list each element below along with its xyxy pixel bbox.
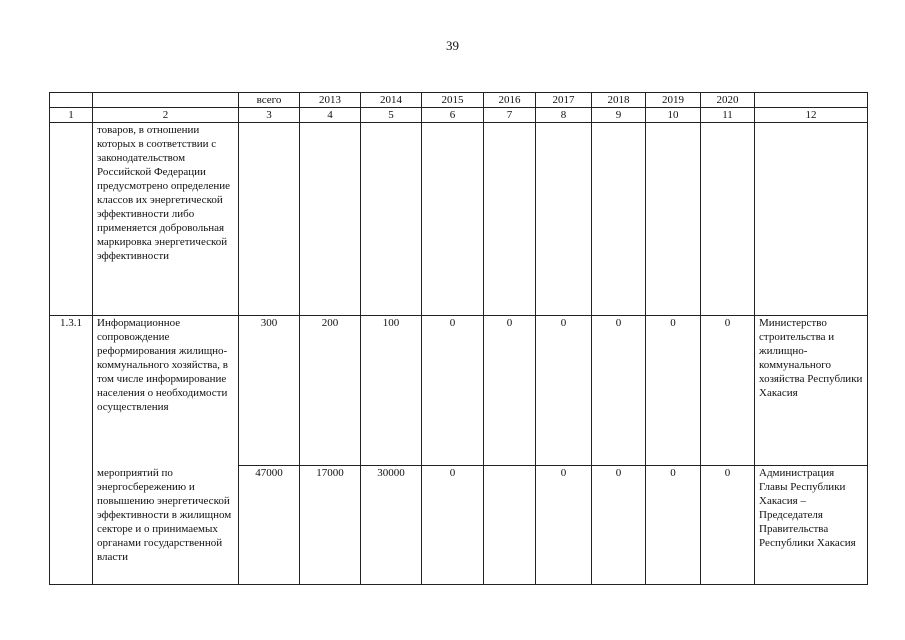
empty-cell [50, 123, 93, 316]
header-cell: 2014 [361, 93, 422, 108]
value-2013: 200 [300, 316, 361, 466]
value-2018: 0 [592, 466, 646, 585]
value-total: 47000 [239, 466, 300, 585]
column-number: 2 [93, 108, 239, 123]
value-2020: 0 [701, 316, 755, 466]
year-header-row [50, 93, 868, 108]
value-2018: 0 [592, 316, 646, 466]
column-number: 1 [50, 108, 93, 123]
column-number: 5 [361, 108, 422, 123]
empty-cell [361, 123, 422, 316]
empty-cell [300, 123, 361, 316]
column-number: 9 [592, 108, 646, 123]
empty-cell [592, 123, 646, 316]
header-cell: 2016 [484, 93, 536, 108]
program-table [49, 92, 868, 585]
continuation-row [50, 123, 868, 316]
value-2020: 0 [701, 466, 755, 585]
item-description-part1: Информационное сопровождение реформирования жилищно-коммунального хозяйства, в том числе информирование населения о необходимости осуществления [97, 317, 228, 413]
column-number: 10 [646, 108, 701, 123]
column-number: 8 [536, 108, 592, 123]
value-2017: 0 [536, 466, 592, 585]
value-2016 [484, 466, 536, 585]
empty-cell [646, 123, 701, 316]
value-2017: 0 [536, 316, 592, 466]
header-cell: 2018 [592, 93, 646, 108]
empty-cell [484, 123, 536, 316]
item-description [93, 316, 239, 585]
value-2015: 0 [422, 466, 484, 585]
column-number: 12 [755, 108, 868, 123]
header-cell: 2013 [300, 93, 361, 108]
value-2019: 0 [646, 316, 701, 466]
column-number: 4 [300, 108, 361, 123]
column-number: 11 [701, 108, 755, 123]
value-2013: 17000 [300, 466, 361, 585]
value-2014: 100 [361, 316, 422, 466]
value-2015: 0 [422, 316, 484, 466]
empty-cell [755, 123, 868, 316]
continuation-description: товаров, в отношении которых в соответствии с законодательством Российской Федерации предусмотрено определение классов их энергетической эффективности либо применяется добровольная маркировка энергетической эффективности [93, 123, 239, 316]
header-cell [755, 93, 868, 108]
header-cell: всего [239, 93, 300, 108]
item-row-ministry [50, 316, 868, 466]
value-2014: 30000 [361, 466, 422, 585]
header-cell: 2020 [701, 93, 755, 108]
header-cell: 2017 [536, 93, 592, 108]
empty-cell [536, 123, 592, 316]
item-description-part2: мероприятий по энергосбережению и повышению энергетической эффективности в жилищном секторе и о принимаемых органами государственной власти [97, 467, 232, 563]
column-number-row [50, 108, 868, 123]
header-cell [93, 93, 239, 108]
item-number: 1.3.1 [50, 316, 93, 585]
header-cell [50, 93, 93, 108]
empty-cell [239, 123, 300, 316]
column-number: 3 [239, 108, 300, 123]
executor: Администрация Главы Республики Хакасия – Председателя Правительства Республики Хакасия [755, 466, 868, 585]
header-cell: 2015 [422, 93, 484, 108]
column-number: 6 [422, 108, 484, 123]
empty-cell [422, 123, 484, 316]
executor: Министерство строительства и жилищно-коммунального хозяйства Республики Хакасия [755, 316, 868, 466]
page-number: 39 [446, 38, 459, 53]
value-total: 300 [239, 316, 300, 466]
empty-cell [701, 123, 755, 316]
header-cell: 2019 [646, 93, 701, 108]
value-2016: 0 [484, 316, 536, 466]
column-number: 7 [484, 108, 536, 123]
value-2019: 0 [646, 466, 701, 585]
